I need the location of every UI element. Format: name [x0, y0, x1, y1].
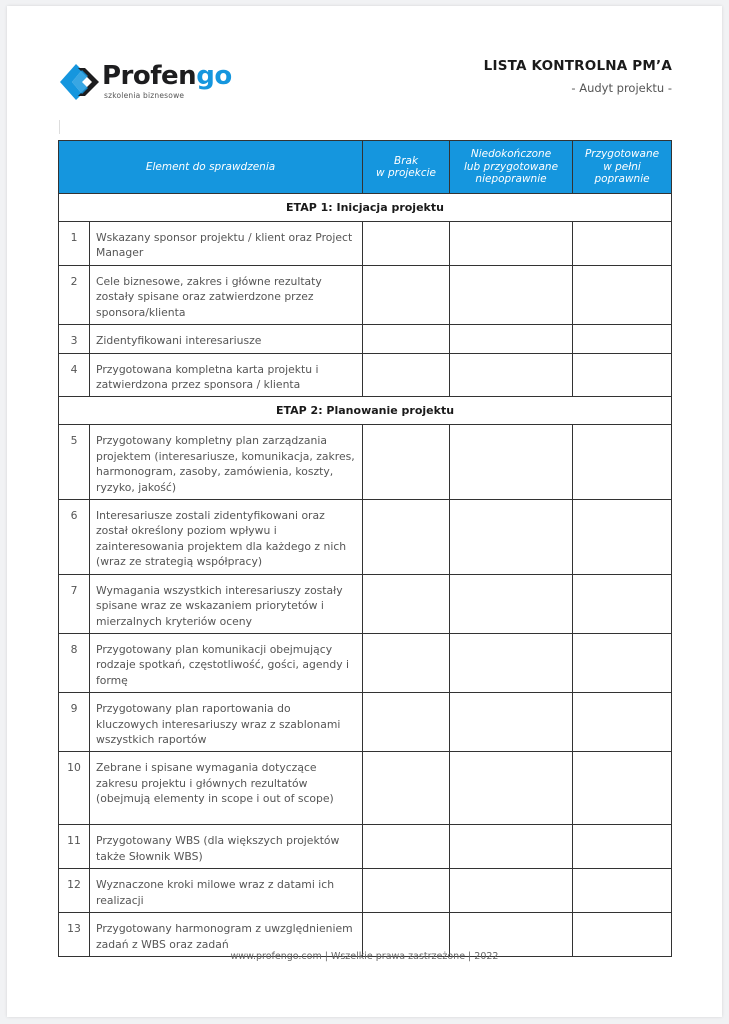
check-cell-niedokonczone[interactable] — [450, 825, 573, 869]
item-text: Przygotowany plan komunikacji obejmujący rodzaje spotkań, częstotliwość, gości, agendy i formę — [90, 633, 363, 692]
footer-text: www.profengo.com | Wszelkie prawa zastrzeżone | 2022 — [230, 951, 499, 962]
logo-tagline: szkolenia biznesowe — [104, 91, 185, 100]
item-text: Wymagania wszystkich interesariuszy zostały spisane wraz ze wskazaniem priorytetów i mierzalnych kryteriów oceny — [90, 574, 363, 633]
check-cell-brak[interactable] — [363, 222, 450, 266]
check-cell-przygotowane[interactable] — [573, 633, 672, 692]
item-text: Wyznaczone kroki milowe wraz z datami ich realizacji — [90, 869, 363, 913]
check-cell-brak[interactable] — [363, 752, 450, 825]
check-cell-niedokonczone[interactable] — [450, 869, 573, 913]
table-row — [59, 633, 672, 692]
diamond-arrow-logo-icon — [58, 62, 100, 104]
check-cell-brak[interactable] — [363, 425, 450, 500]
item-text: Przygotowany harmonogram z uwzględnieniem zadań z WBS oraz zadań — [90, 913, 363, 957]
item-text: Interesariusze zostali zidentyfikowani oraz został określony poziom wpływu i zainteresowania projektem dla każdego z nich (wraz ze strategią współpracy) — [90, 500, 363, 575]
stage-header-row — [59, 194, 672, 222]
table-row — [59, 869, 672, 913]
item-number: 13 — [59, 913, 90, 957]
check-cell-niedokonczone[interactable] — [450, 425, 573, 500]
item-number: 7 — [59, 574, 90, 633]
item-number: 2 — [59, 266, 90, 325]
check-cell-brak[interactable] — [363, 325, 450, 353]
check-cell-brak[interactable] — [363, 574, 450, 633]
check-cell-brak[interactable] — [363, 913, 450, 957]
item-text: Przygotowany kompletny plan zarządzania projektem (interesariusze, komunikacja, zakres, harmonogram, zasoby, zamówienia, koszty, ryzyko, jakość) — [90, 425, 363, 500]
check-cell-przygotowane[interactable] — [573, 574, 672, 633]
table-row — [59, 574, 672, 633]
item-number: 5 — [59, 425, 90, 500]
check-cell-brak[interactable] — [363, 500, 450, 575]
logo-wordmark: Profengo — [102, 61, 232, 91]
item-text: Cele biznesowe, zakres i główne rezultaty zostały spisane oraz zatwierdzone przez sponsora/klienta — [90, 266, 363, 325]
check-cell-przygotowane[interactable] — [573, 752, 672, 825]
check-cell-niedokonczone[interactable] — [450, 633, 573, 692]
stage-title: ETAP 1: Inicjacja projektu — [59, 194, 672, 222]
table-row — [59, 913, 672, 957]
table-row — [59, 693, 672, 752]
check-cell-przygotowane[interactable] — [573, 869, 672, 913]
table-row — [59, 825, 672, 869]
check-cell-brak[interactable] — [363, 353, 450, 397]
check-cell-przygotowane[interactable] — [573, 825, 672, 869]
item-number: 11 — [59, 825, 90, 869]
table-row — [59, 353, 672, 397]
stage-title: ETAP 2: Planowanie projektu — [59, 397, 672, 425]
item-number: 1 — [59, 222, 90, 266]
item-number: 9 — [59, 693, 90, 752]
check-cell-przygotowane[interactable] — [573, 425, 672, 500]
item-text: Przygotowany plan raportowania do kluczowych interesariuszy wraz z szablonami wszystkich raportów — [90, 693, 363, 752]
check-cell-brak[interactable] — [363, 693, 450, 752]
item-text: Wskazany sponsor projektu / klient oraz Project Manager — [90, 222, 363, 266]
check-cell-niedokonczone[interactable] — [450, 913, 573, 957]
check-cell-brak[interactable] — [363, 869, 450, 913]
item-number: 3 — [59, 325, 90, 353]
item-text: Przygotowany WBS (dla większych projektów także Słownik WBS) — [90, 825, 363, 869]
check-cell-niedokonczone[interactable] — [450, 693, 573, 752]
check-cell-niedokonczone[interactable] — [450, 222, 573, 266]
table-row — [59, 500, 672, 575]
table-header-row — [59, 141, 672, 194]
check-cell-niedokonczone[interactable] — [450, 325, 573, 353]
text-cursor-marker — [59, 120, 60, 134]
table-row — [59, 222, 672, 266]
check-cell-brak[interactable] — [363, 266, 450, 325]
document-title: LISTA KONTROLNA PM’A — [483, 58, 672, 74]
table-row — [59, 425, 672, 500]
check-cell-niedokonczone[interactable] — [450, 500, 573, 575]
table-row — [59, 752, 672, 825]
column-header-przygotowane: Przygotowane w pełni poprawnie — [573, 141, 672, 194]
check-cell-przygotowane[interactable] — [573, 222, 672, 266]
profengo-logo — [58, 60, 238, 105]
item-text: Zebrane i spisane wymagania dotyczące zakresu projektu i głównych rezultatów (obejmują elementy in scope i out of scope) — [90, 752, 363, 825]
check-cell-przygotowane[interactable] — [573, 500, 672, 575]
column-header-element: Element do sprawdzenia — [59, 141, 363, 194]
check-cell-przygotowane[interactable] — [573, 325, 672, 353]
check-cell-niedokonczone[interactable] — [450, 266, 573, 325]
item-number: 6 — [59, 500, 90, 575]
check-cell-brak[interactable] — [363, 825, 450, 869]
check-cell-niedokonczone[interactable] — [450, 752, 573, 825]
item-text: Przygotowana kompletna karta projektu i zatwierdzona przez sponsora / klienta — [90, 353, 363, 397]
item-number: 12 — [59, 869, 90, 913]
item-number: 4 — [59, 353, 90, 397]
table-row — [59, 266, 672, 325]
column-header-niedokonczone: Niedokończone lub przygotowane niepoprawnie — [450, 141, 573, 194]
check-cell-przygotowane[interactable] — [573, 693, 672, 752]
item-text: Zidentyfikowani interesariusze — [90, 325, 363, 353]
check-cell-brak[interactable] — [363, 633, 450, 692]
column-header-brak: Brak w projekcie — [363, 141, 450, 194]
check-cell-przygotowane[interactable] — [573, 913, 672, 957]
check-cell-przygotowane[interactable] — [573, 353, 672, 397]
check-cell-niedokonczone[interactable] — [450, 574, 573, 633]
item-number: 10 — [59, 752, 90, 825]
checklist-table — [58, 140, 672, 957]
check-cell-przygotowane[interactable] — [573, 266, 672, 325]
table-row — [59, 325, 672, 353]
check-cell-niedokonczone[interactable] — [450, 353, 573, 397]
stage-header-row — [59, 397, 672, 425]
document-subtitle: - Audyt projektu - — [571, 81, 672, 95]
item-number: 8 — [59, 633, 90, 692]
